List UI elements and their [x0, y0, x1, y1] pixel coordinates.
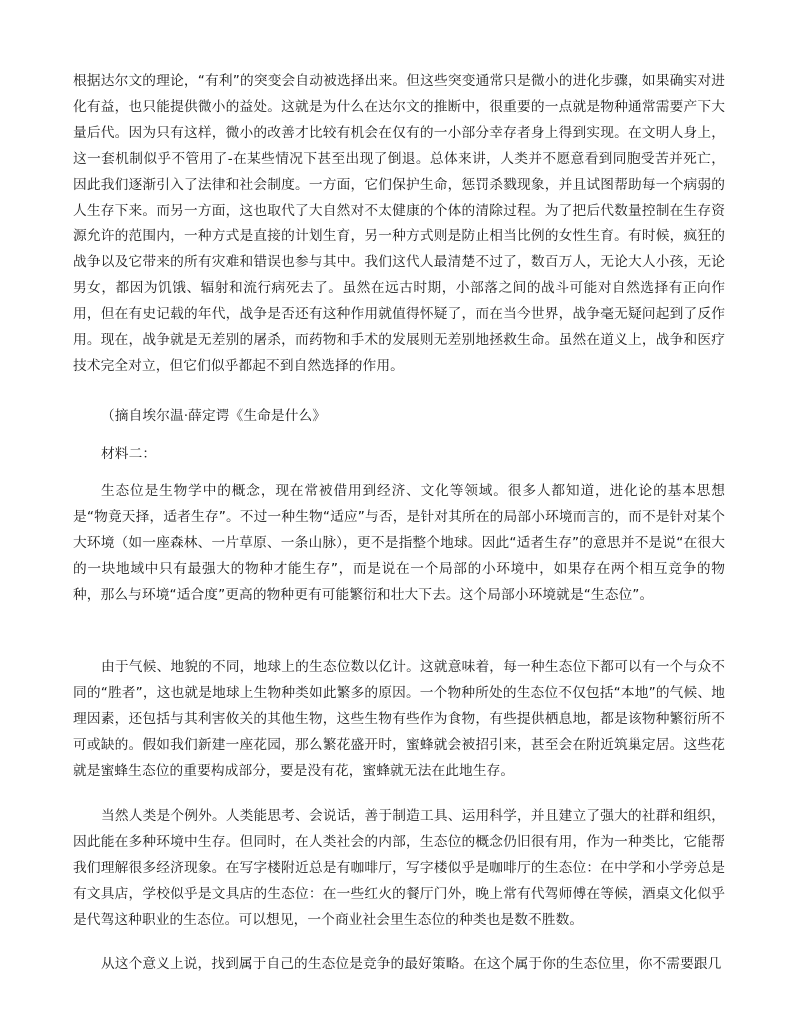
body-paragraph: 从这个意义上说，找到属于自己的生态位是竞争的最好策略。在这个属于你的生态位里，你不需要跟几: [101, 956, 722, 972]
body-paragraph: 根据达尔文的理论，“有利”的突变会自动被选择出来。但这些突变通常只是微小的进化步骤，如果确实对进化有益，也只能提供微小的益处。这就是为什么在达尔文的推断中，很重要的一点就是物种通常需要产下大量后代。因为只有这样，微小的改善才比较有机会在仅有的一小部分幸存者身上得到实现。在文明人身上，这一套机制似乎不管用了-在某些情况下甚至出现了倒退。总体来讲，人类并不愿意看到同胞受苦并死亡，因此我们逐渐引入了法律和社会制度。一方面，它们保护生命，惩罚杀戮现象，并且试图帮助每一个病弱的人生存下来。而另一方面，这也取代了大自然对不太健康的个体的清除过程。为了把后代数量控制在生存资源允许的范围内，一种方式是直接的计划生育，另一种方式则是防止相当比例的女性生育。有时候，疯狂的战争以及它带来的所有灾难和错误也参与其中。我们这代人最清楚不过了，数百万人，无论大人小孩，无论男女，都因为饥饿、辐射和流行病死去了。虽然在远古时期，小部落之间的战斗可能对自然选择有正向作用，但在有史记载的年代，战争是否还有这种作用就值得怀疑了，而在当今世界，战争毫无疑问起到了反作用。现在，战争就是无差别的屠杀，而药物和手术的发展则无差别地拯救生命。虽然在道义上，战争和医疗技术完全对立，但它们似乎都起不到自然选择的作用。: [73, 73, 725, 374]
material-heading: 材料二：: [101, 446, 157, 462]
citation-line: （摘自埃尔温·薛定谔《生命是什么》: [101, 408, 327, 424]
body-paragraph: 当然人类是个例外。人类能思考、会说话，善于制造工具、运用科学，并且建立了强大的社群和组织，因此能在多种环境中生存。但同时，在人类社会的内部，生态位的概念仍旧很有用，作为一种类比，它能帮我们理解很多经济现象。在写字楼附近总是有咖啡厅，写字楼似乎是咖啡厅的生态位：在中学和小学旁总是有文具店，学校似乎是文具店的生态位：在一些红火的餐厅门外，晚上常有代驾师傅在等候，酒桌文化似乎是代驾这种职业的生态位。可以想见，一个商业社会里生态位的种类也是数不胜数。: [73, 808, 725, 928]
body-paragraph: 生态位是生物学中的概念，现在常被借用到经济、文化等领域。很多人都知道，进化论的基本思想是“物竟天择，适者生存”。不过一种生物“适应”与否，是针对其所在的局部小环境而言的，而不是针对某个大环境（如一座森林、一片草原、一条山脉），更不是指整个地球。因此“适者生存”的意思并不是说“在很大的一块地域中只有最强大的物种才能生存”，而是说在一个局部的小环境中，如果存在两个相互竞争的物种，那么与环境“适合度”更高的物种更有可能繁衍和壮大下去。这个局部小环境就是“生态位”。: [73, 483, 725, 603]
body-paragraph: 由于气候、地貌的不同，地球上的生态位数以亿计。这就意味着，每一种生态位下都可以有一个与众不同的“胜者”，这也就是地球上生物种类如此繁多的原因。一个物种所处的生态位不仅包括“本地”的气候、地理因素，还包括与其利害攸关的其他生物，这些生物有些作为食物，有些提供栖息地，都是该物种繁衍所不可或缺的。假如我们新建一座花园，那么繁花盛开时，蜜蜂就会被招引来，甚至会在附近筑巢定居。这些花就是蜜蜂生态位的重要构成部分，要是没有花，蜜蜂就无法在此地生存。: [73, 659, 725, 779]
